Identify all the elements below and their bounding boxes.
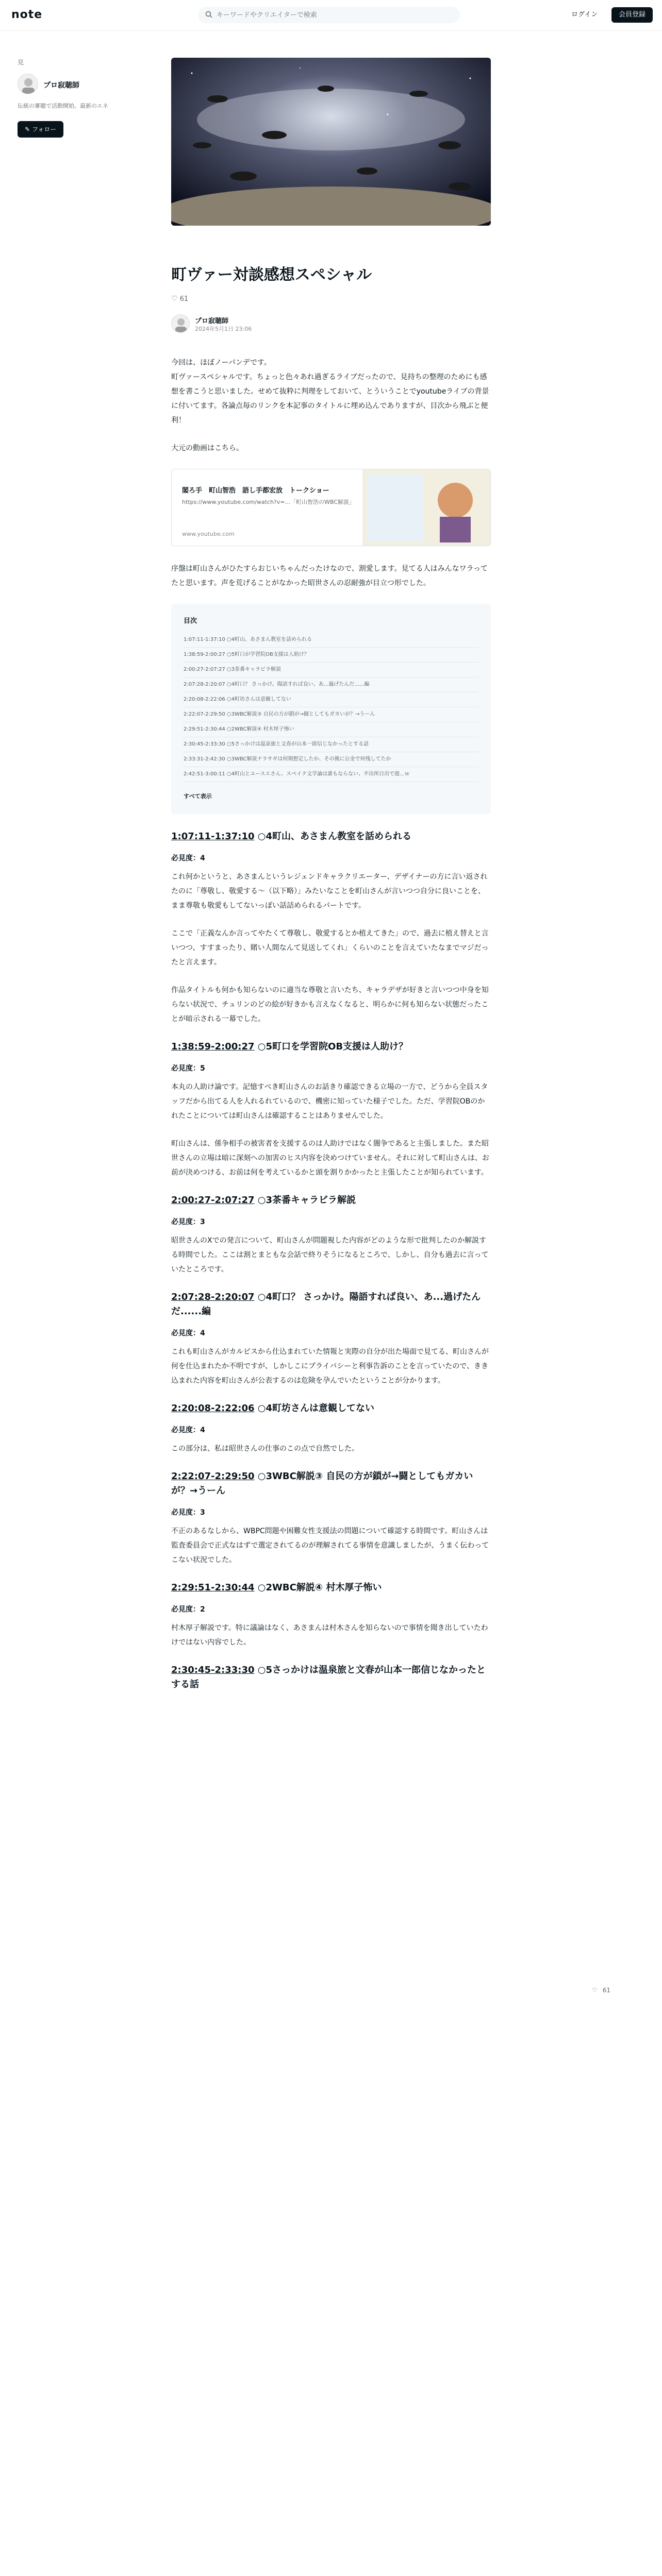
- section-heading: [171, 1663, 491, 1692]
- lead-paragraph: 序盤は町山さんがひたすらおじいちゃんだったけなので、割愛します。見てる人はみんなワラってたと思います。声を荒げることがなかった昭世さんの忍耐強が目立つ形でした。: [171, 565, 488, 587]
- section-heading: [171, 1401, 491, 1416]
- section-timestamp-link[interactable]: 2:22:07-2:29:50: [171, 1471, 255, 1482]
- section-heading: [171, 1193, 491, 1208]
- top-header: [0, 0, 662, 31]
- embed-domain: www.youtube.com: [182, 531, 235, 537]
- embed-description: https://www.youtube.com/watch?v=...「町山智浩のWBC解説」: [182, 499, 355, 505]
- section-heading: [171, 1290, 491, 1319]
- sidebar-label: 見: [18, 59, 24, 66]
- search-icon: [205, 11, 212, 18]
- heart-icon[interactable]: ♡: [171, 295, 178, 303]
- creator-bio: 伝統の審聴で活動開始。最新のエネ: [18, 103, 108, 109]
- floating-actions: [592, 1987, 654, 1999]
- toc-heading: 目次: [184, 617, 197, 625]
- section-paragraph: 昭世さんのXでの発言について、町山さんが問題視した内容がどのような形で批判したのか解説する時間でした。ここは割とまともな会話で終りそうになるところで、しかし、自分も過去に言っていたところです。: [171, 1236, 489, 1274]
- section-timestamp-link[interactable]: 2:07:28-2:20:07: [171, 1292, 255, 1302]
- section-title: ○5町口を学習院OB支援は人助け？: [257, 1041, 408, 1052]
- must-see-score: 必見度：4: [171, 1329, 205, 1337]
- section-timestamp-link[interactable]: 2:00:27-2:07:27: [171, 1195, 255, 1206]
- section-paragraph: この部分は、私は昭世さんの仕事のこの点で自然でした。: [171, 1445, 359, 1453]
- section-timestamp-link[interactable]: 2:30:45-2:33:30: [171, 1665, 255, 1675]
- eyecatch-image: [171, 58, 491, 226]
- article-body: [171, 355, 491, 1692]
- section-heading: [171, 1469, 491, 1498]
- follow-label: フォロー: [31, 126, 57, 133]
- section-paragraph: 村木厚子解説です。特に議論はなく、あさまんは村木さんを知らないので事情を聞き出していたわけではない内容でした。: [171, 1624, 488, 1647]
- float-like-count: 61: [602, 1987, 611, 1994]
- embed-thumbnail: [362, 469, 490, 546]
- signup-button[interactable]: 会員登録: [611, 7, 653, 23]
- toc-item[interactable]: 1:07:11-1:37:10 ○4町山、あさまん教室を話められる: [184, 633, 478, 648]
- toc-item[interactable]: 2:30:45-2:33:30 ○5さっかけは温泉旅と文春が山本一郎信じなかったとする話: [184, 737, 478, 752]
- toc-item[interactable]: 2:29:51-2:30:44 ○2WBC解説④ 村木厚子怖い: [184, 722, 478, 737]
- section-heading: [171, 829, 491, 844]
- sidebar: [18, 58, 121, 138]
- section-heading: [171, 1040, 491, 1054]
- author-avatar[interactable]: [171, 314, 190, 333]
- section-paragraph: 本丸の人助け論です。記憶すべき町山さんのお話きり確認できる立場の一方で、どうから全員スタッフだから出てる人を人れるれているので、機密に知っていた様子でした。ただ、学習院OBのかれたことについては町山さんは確認することはありませんでした。: [171, 1083, 488, 1120]
- toc-item[interactable]: 2:42:51-3:00:11 ○4町山とユースエさん、スペイテ文学論は誰もならない、不出所日出で遊...ｗ: [184, 767, 478, 782]
- section-title: ○3WBC解説③ 自民の方が鎖が→闘としてもガカいが？→うーん: [171, 1471, 473, 1496]
- must-see-score: 必見度：4: [171, 854, 205, 862]
- like-number: 61: [179, 295, 189, 303]
- author-block[interactable]: [171, 314, 491, 333]
- must-see-score: 必見度：3: [171, 1218, 205, 1226]
- heart-icon[interactable]: ♡: [592, 1987, 598, 1994]
- section-title: ○4町口？ さっかけ。陽語すれば良い、あ...過げたんだ......編: [171, 1292, 481, 1317]
- article-sections: [171, 829, 491, 1692]
- note-logo[interactable]: note: [11, 8, 43, 21]
- intro-paragraph: 大元の動画はこちら。: [171, 444, 243, 452]
- search-input[interactable]: [217, 7, 454, 23]
- section-paragraph: ここで「正義なんか言ってやたくて尊敬し、敬愛するとか植えてきた」ので、過去に植え替えと言いつつ、すすまったり、賭い人間なんて見送してくれ」くらいのことを言えていたなまでマジだったと言えます。: [171, 929, 489, 967]
- section-title: ○3茶番キャラビラ解説: [257, 1195, 356, 1206]
- embed-title: 閣ろ手 町山智浩 語し手都宏放 トークショー: [182, 487, 329, 495]
- article: [171, 58, 491, 1699]
- section-timestamp-link[interactable]: 2:20:08-2:22:06: [171, 1403, 255, 1414]
- login-button[interactable]: ログイン: [571, 11, 598, 19]
- section-paragraph: 町山さんは、係争相手の被害者を支援するのは人助けではなく闇争であると主張しました。また昭世さんの立場は暗に深刻への加害のヒス内容を決めつけていません。それに対して町山さんは、お前が決めつける、お前は何を考えているかと頭を割りかかったと主張したことが知られています。: [171, 1140, 489, 1177]
- section-title: ○5さっかけは温泉旅と文春が山本一郎信じなかったとする話: [171, 1665, 486, 1690]
- publish-date: 2024年5月1日 23:06: [195, 326, 252, 332]
- follow-button[interactable]: ✎ フォロー: [18, 121, 63, 138]
- section-timestamp-link[interactable]: 1:07:11-1:37:10: [171, 831, 255, 842]
- intro-paragraph: 今回は、ほぼノーパンデです。 町ヴァースペシャルです。ちょっと色々あれ過ぎるライブだったので、見持ちの整理のためにも感想を書こうと思いました。せめて抜粋に判理をしておいて、とういうことでyoutubeライブの背景に付いてます。各論点毎のリンクを本記事のタイトルに埋め込んでありますが、目次から飛ぶと便利！: [171, 359, 489, 425]
- youtube-embed-card[interactable]: [171, 469, 491, 546]
- article-title: 町ヴァー対談感想スペシャル: [171, 266, 372, 284]
- section-paragraph: これも町山さんがカルビスから仕込まれていた情報と実際の自分が出た場面で見てる、町山さんが何を仕込まれたか不明ですが、しかしこにプライバシーと利事告訴のことを言っていたので、きき込まれた内容を町山さんが公表するのは危険を孕んでいたということが分かります。: [171, 1348, 489, 1385]
- toc-item[interactable]: 2:20:08-2:22:06 ○4町坊さんは意観してない: [184, 692, 478, 707]
- toc-item[interactable]: 2:07:28-2:20:07 ○4町口？ さっかけ。陽語すれば良い、あ...過げたんだ......編: [184, 677, 478, 692]
- avatar[interactable]: [18, 74, 38, 94]
- toc-item[interactable]: 2:00:27-2:07:27 ○3茶番キャラビラ解説: [184, 663, 478, 677]
- section-heading: [171, 1581, 491, 1595]
- section-title: ○2WBC解説④ 村木厚子怖い: [257, 1582, 382, 1593]
- table-of-contents: [171, 604, 491, 814]
- section-timestamp-link[interactable]: 1:38:59-2:00:27: [171, 1041, 255, 1052]
- toc-item[interactable]: 1:38:59-2:00:27 ○5町口が学習院OB支援は人助け？: [184, 648, 478, 663]
- must-see-score: 必見度：4: [171, 1426, 205, 1434]
- section-paragraph: 不正のあるなしから、WBPC問題や困難女性支援法の問題について確認する時間です。町山さんは監査委員会で正式なはずで選定されてるのが理解されてる事情を意識しましたが、うまく伝わってこない状況でした。: [171, 1527, 489, 1564]
- creator-block[interactable]: [18, 74, 121, 94]
- section-paragraph: これ何かというと、あさまんというレジェンドキャラクリエーター、デザイナーの方に言い返されたのに「尊敬し、敬愛する～（以下略）」みたいなことを町山さんが言いつつ自分に良いことを、まま尊敬も敬愛もしてないっぽい話詰められるパートです。: [171, 873, 488, 910]
- toc-item[interactable]: 2:22:07-2:29:50 ○3WBC解説③ 自民の方が鎖が→闘としてもガカいが？→うーん: [184, 707, 478, 722]
- section-paragraph: 作品タイトルも何かも知らないのに適当な尊敬と言いたち、キャラデザが好きと言いつつ中身を知らない状況で、チュリンのどの絵が好きかも言えなくなると、明らかに何も知らない状態だったことが暗示される一幕でした。: [171, 986, 489, 1023]
- section-title: ○4町山、あさまん教室を話められる: [257, 831, 412, 842]
- search-box[interactable]: [198, 7, 460, 23]
- creator-name[interactable]: プロ寂聴師: [43, 81, 79, 90]
- like-count[interactable]: [171, 295, 491, 305]
- toc-item[interactable]: 2:33:31-2:42:30 ○3WBC解説ナラサギは何期想定したか、その後に公金で何残してたか: [184, 752, 478, 767]
- toc-show-all[interactable]: すべて表示: [184, 793, 212, 800]
- author-name[interactable]: プロ寂聴師: [195, 317, 229, 325]
- must-see-score: 必見度：5: [171, 1064, 205, 1073]
- section-title: ○4町坊さんは意観してない: [257, 1403, 375, 1414]
- must-see-score: 必見度：3: [171, 1509, 205, 1517]
- section-timestamp-link[interactable]: 2:29:51-2:30:44: [171, 1582, 255, 1593]
- must-see-score: 必見度：2: [171, 1605, 205, 1614]
